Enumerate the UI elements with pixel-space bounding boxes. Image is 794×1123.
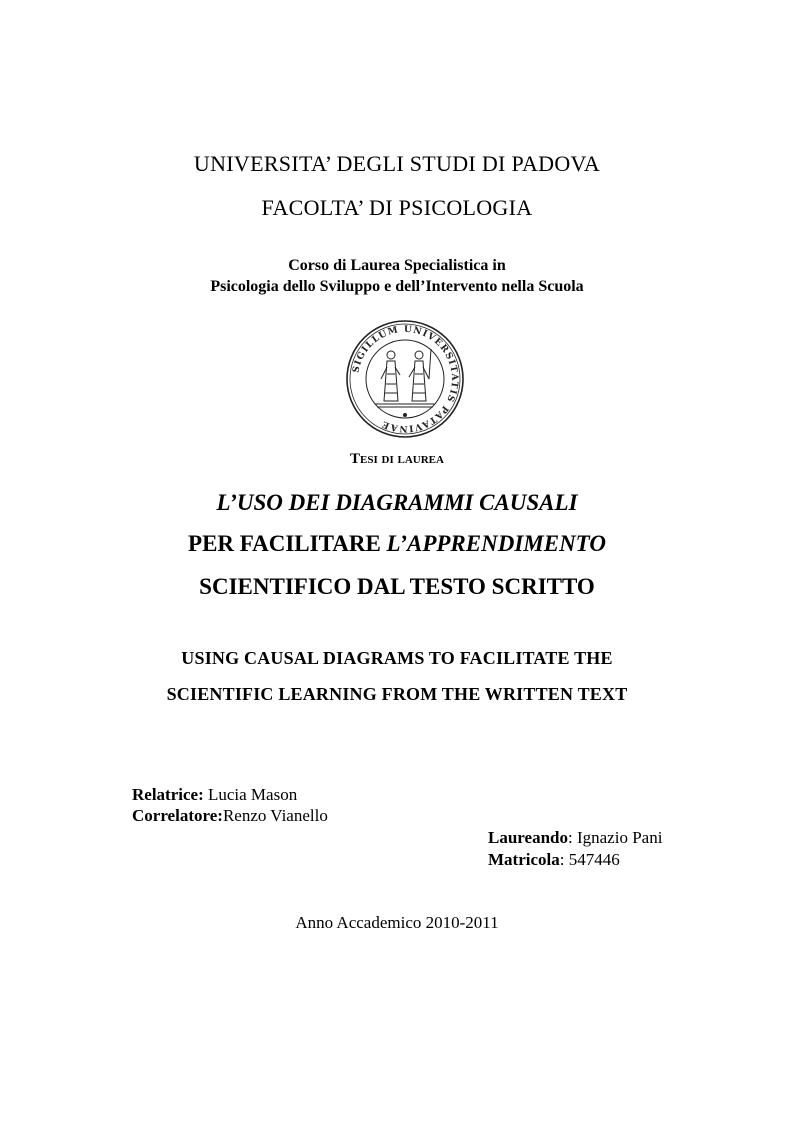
matricola-label: Matricola: [488, 850, 560, 869]
matricola-line: [488, 850, 620, 870]
university-seal-icon: [345, 319, 465, 439]
correlatore-line: [132, 806, 328, 826]
laureando-label: Laureando: [488, 828, 568, 847]
english-title-line-1: USING CAUSAL DIAGRAMS TO FACILITATE THE: [181, 648, 613, 668]
english-title-line-2: SCIENTIFIC LEARNING FROM THE WRITTEN TEXT: [166, 684, 628, 704]
thesis-title-line-2-prefix: PER FACILITARE: [188, 531, 387, 556]
thesis-title-line-1: L’USO DEI DIAGRAMMI CAUSALI: [216, 490, 578, 515]
relatrice-name: Lucia Mason: [203, 785, 298, 804]
correlatore-name: Renzo Vianello: [222, 806, 328, 825]
faculty-name: FACOLTA’ DI PSICOLOGIA: [261, 195, 533, 220]
course-line-2: Psicologia dello Sviluppo e dell’Intervento nella Scuola: [210, 278, 584, 295]
academic-year: Anno Accademico 2010-2011: [295, 913, 499, 932]
thesis-title-line-3: SCIENTIFICO DAL TESTO SCRITTO: [199, 574, 595, 599]
course-line-1: Corso di Laurea Specialistica in: [288, 257, 506, 274]
matricola-value: : 547446: [559, 850, 620, 869]
university-name: UNIVERSITA’ DEGLI STUDI DI PADOVA: [193, 151, 601, 176]
relatrice-line: [132, 785, 297, 805]
relatrice-label: Relatrice:: [132, 785, 204, 804]
thesis-title-line-2-italic: L’APPRENDIMENTO: [386, 531, 606, 556]
thesis-label: Tesi di laurea: [350, 451, 444, 467]
thesis-title-line-2: [0, 531, 794, 557]
laureando-line: [488, 828, 662, 848]
seal-lettering: SIGILLUM UNIVERSITATIS PATAVINAE: [351, 324, 460, 434]
correlatore-label: Correlatore:: [132, 806, 223, 825]
laureando-name: : Ignazio Pani: [568, 828, 663, 847]
